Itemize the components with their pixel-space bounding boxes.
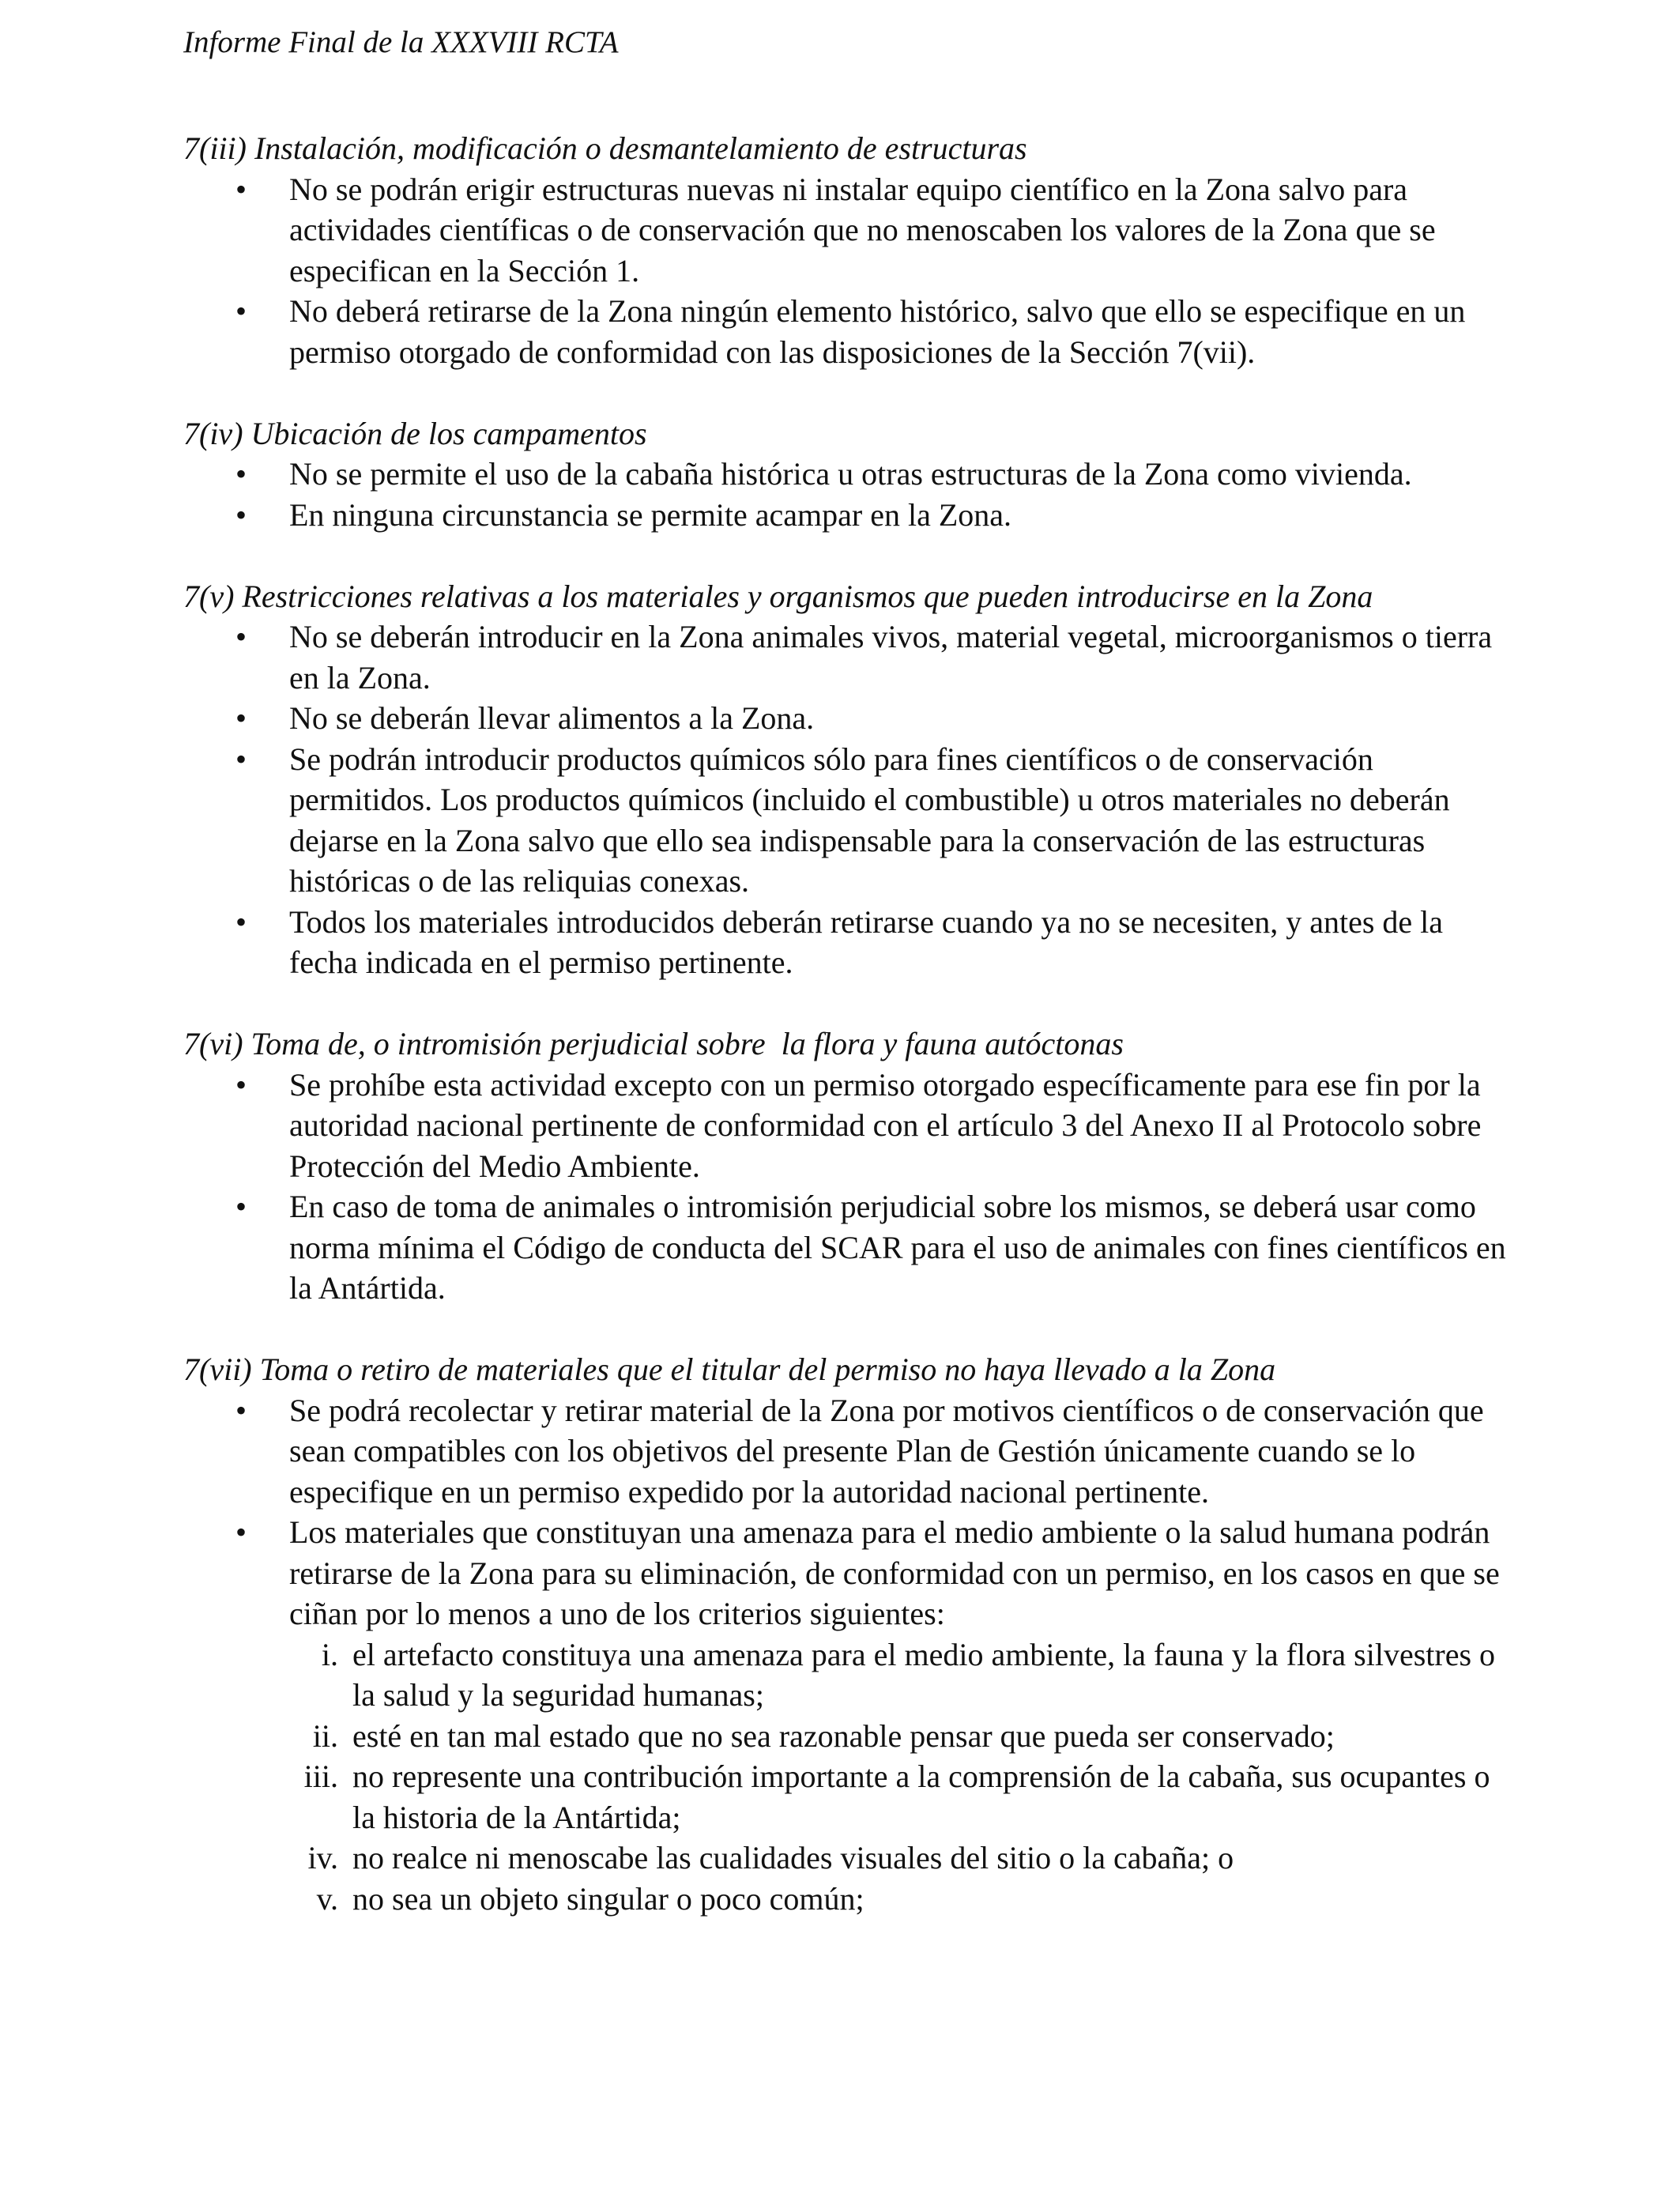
list-item: [183, 495, 1511, 536]
criteria-text: no sea un objeto singular o poco común;: [352, 1880, 864, 1917]
bullet-marker: •: [235, 456, 247, 492]
list-item: [183, 1512, 1511, 1919]
bullet-marker: •: [235, 1392, 247, 1428]
bullet-marker: •: [235, 496, 247, 533]
list-item-text: Se podrán introducir productos químicos sólo para fines científicos o de conservación permitidos. Los productos químicos (incluido el combustible) u otros materiales no deberán dejarse en la Zona salvo que ello sea indispensable para la conservación de las estructuras históricas o de las reliquias conexas.: [289, 741, 1450, 899]
criteria-item: [289, 1756, 1511, 1838]
list-item: [183, 169, 1511, 292]
list-item-text: No se permite el uso de la cabaña histórica u otras estructuras de la Zona como vivienda.: [289, 456, 1412, 492]
bullet-marker: •: [235, 1066, 247, 1103]
criteria-item: [289, 1838, 1511, 1879]
criteria-numeral: iii.: [303, 1759, 338, 1794]
bullet-marker: •: [235, 700, 247, 736]
bullet-marker: •: [235, 1189, 247, 1224]
list-item-text: No se podrán erigir estructuras nuevas ni instalar equipo científico en la Zona salvo para actividades científicas o de conservación que no menoscaben los valores de la Zona que se especifican en la Sección 1.: [289, 171, 1436, 288]
list-item-text: En ninguna circunstancia se permite acampar en la Zona.: [289, 496, 1012, 533]
bullet-marker: •: [235, 1514, 247, 1550]
bullet-marker: •: [235, 741, 247, 777]
list-item: [183, 1065, 1511, 1187]
list-item: [183, 1186, 1511, 1309]
list-item-text: No deberá retirarse de la Zona ningún elemento histórico, salvo que ello se especifique en un permiso otorgado de conformidad con las disposiciones de la Sección 7(vii).: [289, 293, 1466, 370]
bullet-list: [183, 616, 1511, 983]
section-7vii: [183, 1349, 1511, 1919]
bullet-list: [183, 1065, 1511, 1309]
bullet-list: [183, 1390, 1511, 1920]
criteria-numeral: iv.: [307, 1840, 338, 1875]
list-item-text: Se prohíbe esta actividad excepto con un permiso otorgado específicamente para ese fin por la autoridad nacional pertinente de conformidad con el artículo 3 del Anexo II al Protocolo sobre Protección del Medio Ambiente.: [289, 1066, 1482, 1184]
list-item-text: En caso de toma de animales o intromisión perjudicial sobre los mismos, se deberá usar como norma mínima el Código de conducta del SCAR para el uso de animales con fines científicos en la Antártida.: [289, 1189, 1506, 1306]
bullet-marker: •: [235, 619, 247, 654]
list-item: [183, 902, 1511, 983]
bullet-marker: •: [235, 171, 247, 207]
list-item-text: No se deberán llevar alimentos a la Zona.: [289, 700, 815, 736]
section-heading: 7(iii) Instalación, modificación o desmantelamiento de estructuras: [183, 130, 1027, 166]
section-heading: 7(vi) Toma de, o intromisión perjudicial sobre la flora y fauna autóctonas: [183, 1026, 1124, 1061]
list-item-text: Los materiales que constituyan una amenaza para el medio ambiente o la salud humana podrán retirarse de la Zona para su eliminación, de conformidad con un permiso, en los casos en que se ciñan por lo menos a uno de los criterios siguientes:: [289, 1514, 1500, 1631]
list-item-text: No se deberán introducir en la Zona animales vivos, material vegetal, microorganismos o tierra en la Zona.: [289, 619, 1493, 696]
bullet-list: [183, 454, 1511, 535]
criteria-text: esté en tan mal estado que no sea razonable pensar que pueda ser conservado;: [352, 1717, 1335, 1754]
criteria-text: no realce ni menoscabe las cualidades visuales del sitio o la cabaña; o: [352, 1840, 1234, 1875]
criteria-numeral: ii.: [312, 1717, 338, 1754]
section-7iv: [183, 413, 1511, 536]
section-7vi: [183, 1023, 1511, 1309]
section-heading: 7(iv) Ubicación de los campamentos: [183, 415, 647, 451]
list-item: [183, 739, 1511, 902]
list-item: [183, 698, 1511, 739]
list-item: [183, 454, 1511, 495]
list-item-text: Se podrá recolectar y retirar material de la Zona por motivos científicos o de conservación que sean compatibles con los objetivos del presente Plan de Gestión únicamente cuando se lo especifique en un permiso expedido por la autoridad nacional pertinente.: [289, 1392, 1484, 1510]
page-content: [183, 128, 1511, 1960]
bullet-marker: •: [235, 903, 247, 940]
criteria-numeral: v.: [316, 1880, 338, 1917]
criteria-list: [289, 1634, 1511, 1920]
section-7iii: [183, 128, 1511, 372]
bullet-list: [183, 169, 1511, 373]
list-item: [183, 616, 1511, 698]
criteria-text: no represente una contribución importante a la comprensión de la cabaña, sus ocupantes o la historia de la Antártida;: [352, 1759, 1490, 1835]
running-header: Informe Final de la XXXVIII RCTA: [183, 25, 619, 59]
list-item-text: Todos los materiales introducidos deberán retirarse cuando ya no se necesiten, y antes de la fecha indicada en el permiso pertinente.: [289, 903, 1444, 980]
criteria-numeral: i.: [321, 1636, 338, 1672]
list-item: [183, 291, 1511, 372]
section-heading: 7(vii) Toma o retiro de materiales que el titular del permiso no haya llevado a la Zona: [183, 1351, 1276, 1387]
section-7v: [183, 576, 1511, 983]
criteria-text: el artefacto constituya una amenaza para el medio ambiente, la fauna y la flora silvestres o la salud y la seguridad humanas;: [352, 1636, 1496, 1713]
criteria-item: [289, 1879, 1511, 1920]
criteria-item: [289, 1634, 1511, 1716]
criteria-item: [289, 1716, 1511, 1757]
section-heading: 7(v) Restricciones relativas a los materiales y organismos que pueden introducirse en la Zona: [183, 578, 1373, 614]
bullet-marker: •: [235, 293, 247, 329]
list-item: [183, 1390, 1511, 1513]
